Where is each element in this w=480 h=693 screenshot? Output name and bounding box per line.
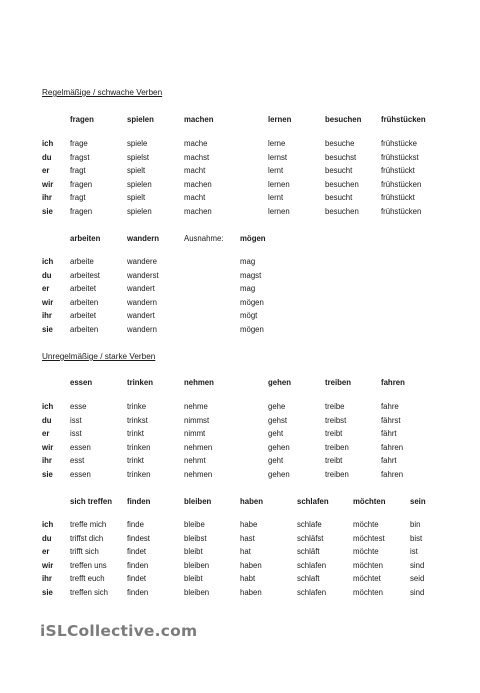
verb-form: arbeitest [70, 270, 100, 280]
verb-form: geht [268, 429, 284, 438]
verb-form: trinkst [127, 415, 148, 425]
verb-form: trinkt [127, 456, 144, 465]
verb-form: trinken [127, 442, 151, 452]
verb-form: bleiben [184, 560, 210, 570]
column-header: frühstücken [381, 115, 426, 124]
column-header: spielen [127, 115, 154, 124]
verb-form: bin [410, 520, 421, 529]
verb-form: schläft [297, 547, 320, 556]
pronoun-label: wir [42, 179, 54, 189]
verb-form: frühstücke [381, 139, 417, 148]
verb-form: lernen [268, 206, 290, 216]
verb-form: machen [184, 179, 212, 189]
verb-form: spielt [127, 193, 146, 202]
verb-form: nehmt [184, 456, 206, 465]
verb-form: arbeitet [70, 284, 97, 293]
verb-form: ist [410, 547, 418, 556]
verb-form: wanderst [127, 270, 159, 280]
verb-form: finden [127, 560, 149, 570]
column-header: nehmen [184, 378, 214, 387]
verb-form: trifft sich [70, 547, 99, 556]
verb-form: bleibt [184, 547, 203, 556]
exception-form: mögen [240, 324, 264, 334]
pronoun-label: wir [42, 560, 54, 570]
verb-form: treibt [325, 456, 343, 465]
verb-form: treiben [325, 442, 349, 452]
verb-form: treibt [325, 429, 343, 438]
pronoun-label: wir [42, 297, 54, 307]
verb-form: fährst [381, 415, 401, 425]
verb-form: schlafen [297, 587, 327, 597]
pronoun-label: ihr [42, 456, 52, 465]
verb-form: besucht [325, 166, 353, 175]
verb-form: frühstückt [381, 166, 415, 175]
column-header: wandern [127, 234, 160, 243]
verb-form: nehmen [184, 469, 213, 479]
exception-form: mag [240, 257, 256, 266]
pronoun-label: ihr [42, 311, 52, 320]
verb-form: sind [410, 560, 425, 570]
pronoun-label: du [42, 270, 52, 280]
verb-form: fragt [70, 166, 86, 175]
verb-form: wandert [127, 311, 155, 320]
column-header: gehen [268, 378, 291, 387]
verb-form: macht [184, 193, 206, 202]
verb-form: fahrt [381, 456, 397, 465]
verb-form: möchten [353, 587, 383, 597]
verb-form: bleiben [184, 587, 210, 597]
verb-form: arbeiten [70, 324, 99, 334]
verb-form: fahre [381, 402, 399, 411]
pronoun-label: sie [42, 587, 53, 597]
section-2-heading: Unregelmäßige / starke Verben [42, 352, 156, 361]
verb-form: lernt [268, 166, 284, 175]
pronoun-label: sie [42, 206, 53, 216]
verb-form: lerne [268, 139, 286, 148]
verb-form: treffen uns [70, 560, 107, 570]
verb-form: habe [240, 520, 258, 529]
verb-form: isst [70, 415, 82, 425]
pronoun-label: wir [42, 442, 54, 452]
column-header: schlafen [297, 497, 329, 506]
verb-form: haben [240, 560, 262, 570]
pronoun-label: ihr [42, 574, 52, 583]
verb-form: schlafe [297, 520, 322, 529]
verb-form: treffe mich [70, 520, 107, 529]
verb-form: machen [184, 206, 212, 216]
verb-form: besuchen [325, 206, 359, 216]
watermark-logo: iSLCollective.com [40, 622, 198, 640]
verb-form: esst [70, 456, 85, 465]
verb-form: gehen [268, 469, 290, 479]
verb-form: machst [184, 152, 210, 162]
exception-form: mag [240, 284, 256, 293]
verb-form: bleibe [184, 520, 205, 529]
verb-form: frühstücken [381, 206, 422, 216]
verb-form: isst [70, 429, 82, 438]
verb-form: besucht [325, 193, 353, 202]
column-header: bleiben [184, 497, 212, 506]
pronoun-label: ich [42, 402, 54, 411]
column-header: finden [127, 497, 151, 506]
exception-verb: mögen [240, 234, 266, 243]
column-header: essen [70, 378, 93, 387]
verb-form: sind [410, 587, 425, 597]
column-header: möchten [353, 497, 386, 506]
column-header: sein [410, 497, 426, 506]
verb-form: hat [240, 547, 251, 556]
verb-form: schlafen [297, 560, 327, 570]
pronoun-label: du [42, 533, 52, 543]
pronoun-label: er [42, 166, 50, 175]
column-header: machen [184, 115, 214, 124]
pronoun-label: du [42, 152, 52, 162]
column-header: fahren [381, 378, 405, 387]
pronoun-label: er [42, 429, 50, 438]
column-header: treiben [325, 378, 351, 387]
verb-form: treiben [325, 469, 349, 479]
column-header: besuchen [325, 115, 362, 124]
verb-form: seid [410, 574, 425, 583]
verb-form: frage [70, 139, 88, 148]
verb-form: möchtet [353, 574, 381, 583]
verb-form: spielen [127, 179, 152, 189]
verb-form: essen [70, 442, 91, 452]
verb-form: habt [240, 574, 256, 583]
verb-form: nehmen [184, 442, 213, 452]
verb-form: nehme [184, 402, 208, 411]
column-header: haben [240, 497, 263, 506]
pronoun-label: du [42, 415, 52, 425]
verb-form: fragt [70, 193, 86, 202]
verb-form: treibst [325, 415, 347, 425]
verb-form: fährt [381, 429, 397, 438]
verb-form: nimmt [184, 429, 206, 438]
verb-form: arbeiten [70, 297, 99, 307]
verb-form: möchte [353, 547, 379, 556]
verb-form: wandern [127, 297, 157, 307]
pronoun-label: ihr [42, 193, 52, 202]
verb-form: besuche [325, 139, 355, 148]
verb-form: schlaft [297, 574, 320, 583]
verb-form: fahren [381, 442, 404, 452]
verb-form: findet [127, 547, 147, 556]
pronoun-label: er [42, 284, 50, 293]
verb-form: trinken [127, 469, 151, 479]
pronoun-label: sie [42, 324, 53, 334]
verb-form: frühstückt [381, 193, 415, 202]
exception-form: mögen [240, 297, 264, 307]
verb-form: findest [127, 533, 150, 543]
section-1-heading: Regelmäßige / schwache Verben [42, 88, 163, 97]
verb-form: spielt [127, 166, 146, 175]
verb-form: spiele [127, 139, 148, 148]
verb-form: essen [70, 469, 91, 479]
verb-form: macht [184, 166, 206, 175]
verb-form: treffen sich [70, 587, 108, 597]
verb-form: fragst [70, 152, 90, 162]
verb-form: besuchst [325, 152, 357, 162]
verb-form: trinke [127, 402, 147, 411]
verb-form: lernst [268, 152, 288, 162]
verb-form: möchten [353, 560, 383, 570]
verb-form: arbeite [70, 257, 94, 266]
verb-form: gehe [268, 402, 286, 411]
verb-form: möchtest [353, 533, 385, 543]
verb-form: gehen [268, 442, 290, 452]
verb-form: schläfst [297, 533, 324, 543]
verb-form: fahren [381, 469, 404, 479]
verb-form: spielst [127, 152, 150, 162]
exception-form: magst [240, 270, 262, 280]
verb-form: gehst [268, 415, 288, 425]
verb-form: arbeitet [70, 311, 97, 320]
verb-form: bleibt [184, 574, 203, 583]
exception-form: mögt [240, 311, 258, 320]
verb-form: mache [184, 139, 208, 148]
verb-form: spielen [127, 206, 152, 216]
verb-form: lernen [268, 179, 290, 189]
verb-form: esse [70, 402, 87, 411]
column-header: fragen [70, 115, 94, 124]
exception-label: Ausnahme: [184, 234, 224, 243]
verb-form: finden [127, 587, 149, 597]
verb-form: finde [127, 520, 144, 529]
verb-form: findet [127, 574, 147, 583]
verb-form: besuchen [325, 179, 359, 189]
verb-form: wandern [127, 324, 157, 334]
pronoun-label: ich [42, 139, 54, 148]
column-header: arbeiten [70, 234, 101, 243]
verb-form: bist [410, 533, 423, 543]
verb-form: lernt [268, 193, 284, 202]
verb-form: nimmst [184, 415, 210, 425]
verb-form: wandert [127, 284, 155, 293]
verb-form: triffst dich [70, 533, 104, 543]
verb-form: frühstückst [381, 152, 419, 162]
verb-form: trinkt [127, 429, 144, 438]
verb-form: hast [240, 533, 255, 543]
column-header: sich treffen [70, 497, 113, 506]
verb-form: haben [240, 587, 262, 597]
pronoun-label: er [42, 547, 50, 556]
verb-form: fragen [70, 206, 93, 216]
verb-form: trefft euch [70, 574, 105, 583]
verb-form: geht [268, 456, 284, 465]
pronoun-label: ich [42, 257, 54, 266]
pronoun-label: ich [42, 520, 54, 529]
verb-form: fragen [70, 179, 93, 189]
verb-form: frühstücken [381, 179, 422, 189]
verb-form: möchte [353, 520, 379, 529]
column-header: lernen [268, 115, 292, 124]
verb-form: bleibst [184, 533, 207, 543]
column-header: trinken [127, 378, 153, 387]
verb-form: wandere [127, 257, 157, 266]
pronoun-label: sie [42, 469, 53, 479]
verb-form: treibe [325, 402, 345, 411]
